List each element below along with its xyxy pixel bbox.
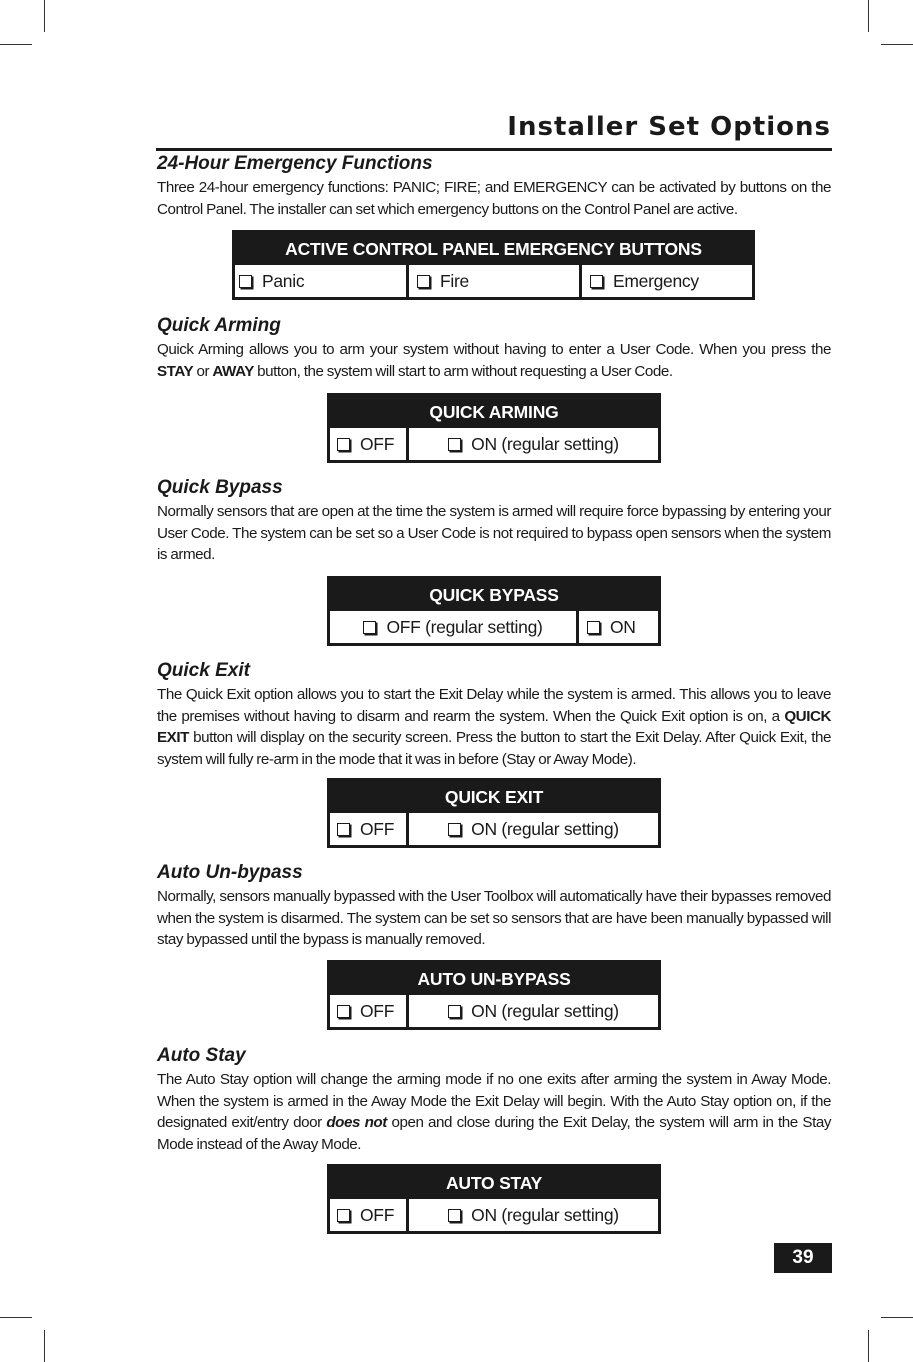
section-heading: Quick Bypass <box>157 477 283 498</box>
section-auto-stay <box>157 1045 831 1155</box>
checkbox-icon[interactable] <box>337 1005 350 1018</box>
table-header: AUTO UN-BYPASS <box>417 969 571 989</box>
auto-unbypass-table <box>327 960 661 1030</box>
option-off[interactable]: OFF (regular setting) <box>330 611 576 643</box>
checkbox-icon[interactable] <box>363 621 376 634</box>
option-emergency[interactable]: Emergency <box>582 265 752 297</box>
auto-stay-table <box>327 1164 661 1234</box>
section-text: The Quick Exit option allows you to start the Exit Delay while the system is armed. This allows you to leave the premises without having to disarm and rearm the system. When the Quick Exit option is on, a QUICK EXIT button will display on the security screen. Press the button to start the Exit Delay. After Quick Exit, the system will fully re-arm in the mode that it was in before (Stay or Away Mode). <box>157 686 831 768</box>
crop-mark <box>0 1317 32 1318</box>
section-quick-exit <box>157 660 831 770</box>
checkbox-icon[interactable] <box>590 275 603 288</box>
quick-bypass-table <box>327 576 661 646</box>
page-title: Installer Set Options <box>507 112 831 142</box>
checkbox-icon[interactable] <box>239 275 252 288</box>
option-on[interactable]: ON (regular setting) <box>409 813 658 845</box>
section-quick-arming <box>157 315 831 382</box>
table-header: AUTO STAY <box>445 1173 543 1193</box>
crop-mark <box>44 0 45 32</box>
checkbox-icon[interactable] <box>337 823 350 836</box>
option-off[interactable]: OFF <box>330 428 406 460</box>
section-heading: Quick Arming <box>157 315 281 336</box>
table-header: QUICK EXIT <box>444 787 544 807</box>
checkbox-icon[interactable] <box>337 1209 350 1222</box>
emergency-buttons-table <box>232 230 755 300</box>
option-on[interactable]: ON (regular setting) <box>409 1199 658 1231</box>
option-on[interactable]: ON <box>579 611 658 643</box>
table-header: QUICK BYPASS <box>429 585 559 605</box>
option-off[interactable]: OFF <box>330 1199 406 1231</box>
option-on[interactable]: ON (regular setting) <box>409 995 658 1027</box>
crop-mark <box>0 44 32 45</box>
title-rule <box>156 148 832 151</box>
checkbox-icon[interactable] <box>448 438 461 451</box>
section-quick-bypass <box>157 477 831 566</box>
option-on[interactable]: ON (regular setting) <box>409 428 658 460</box>
section-heading: Quick Exit <box>157 660 250 681</box>
crop-mark <box>881 1317 913 1318</box>
section-text: Normally, sensors manually bypassed with the User Toolbox will automatically have their bypasses removed when the system is disarmed. The system can be set so sensors that are have been manually bypassed will stay bypassed until the bypass is manually removed. <box>157 888 831 948</box>
section-auto-unbypass <box>157 862 831 951</box>
quick-arming-table <box>327 393 661 463</box>
section-text: Normally sensors that are open at the time the system is armed will require force bypassing by entering your User Code. The system can be set so a User Code is not required to bypass open sensors when the system is armed. <box>157 503 831 563</box>
section-text: Quick Arming allows you to arm your system without having to enter a User Code. When you press the STAY or AWAY button, the system will start to arm without requesting a User Code. <box>157 341 831 380</box>
section-text: The Auto Stay option will change the arming mode if no one exits after arming the system in Away Mode. When the system is armed in the Away Mode the Exit Delay will begin. With the Auto Stay option on, if the designated exit/entry door does not open and close during the Exit Delay, the system will arm in the Stay Mode instead of the Away Mode. <box>157 1071 831 1153</box>
crop-mark <box>44 1330 45 1362</box>
section-heading: Auto Stay <box>157 1045 246 1066</box>
checkbox-icon[interactable] <box>448 1005 461 1018</box>
checkbox-icon[interactable] <box>417 275 430 288</box>
option-off[interactable]: OFF <box>330 813 406 845</box>
section-emergency <box>157 153 831 220</box>
option-panic[interactable]: Panic <box>235 265 406 297</box>
section-text: Three 24-hour emergency functions: PANIC; FIRE; and EMERGENCY can be activated by buttons on the Control Panel. The installer can set which emergency buttons on the Control Panel are active. <box>157 179 831 218</box>
table-header: QUICK ARMING <box>429 402 559 422</box>
checkbox-icon[interactable] <box>587 621 600 634</box>
table-header: ACTIVE CONTROL PANEL EMERGENCY BUTTONS <box>285 239 702 259</box>
section-heading: Auto Un-bypass <box>157 862 303 883</box>
crop-mark <box>868 0 869 32</box>
option-fire[interactable]: Fire <box>409 265 579 297</box>
option-off[interactable]: OFF <box>330 995 406 1027</box>
checkbox-icon[interactable] <box>337 438 350 451</box>
crop-mark <box>881 44 913 45</box>
checkbox-icon[interactable] <box>448 823 461 836</box>
section-heading: 24-Hour Emergency Functions <box>157 153 433 174</box>
crop-mark <box>868 1330 869 1362</box>
checkbox-icon[interactable] <box>448 1209 461 1222</box>
quick-exit-table <box>327 778 661 848</box>
page-number: 39 <box>774 1243 832 1273</box>
